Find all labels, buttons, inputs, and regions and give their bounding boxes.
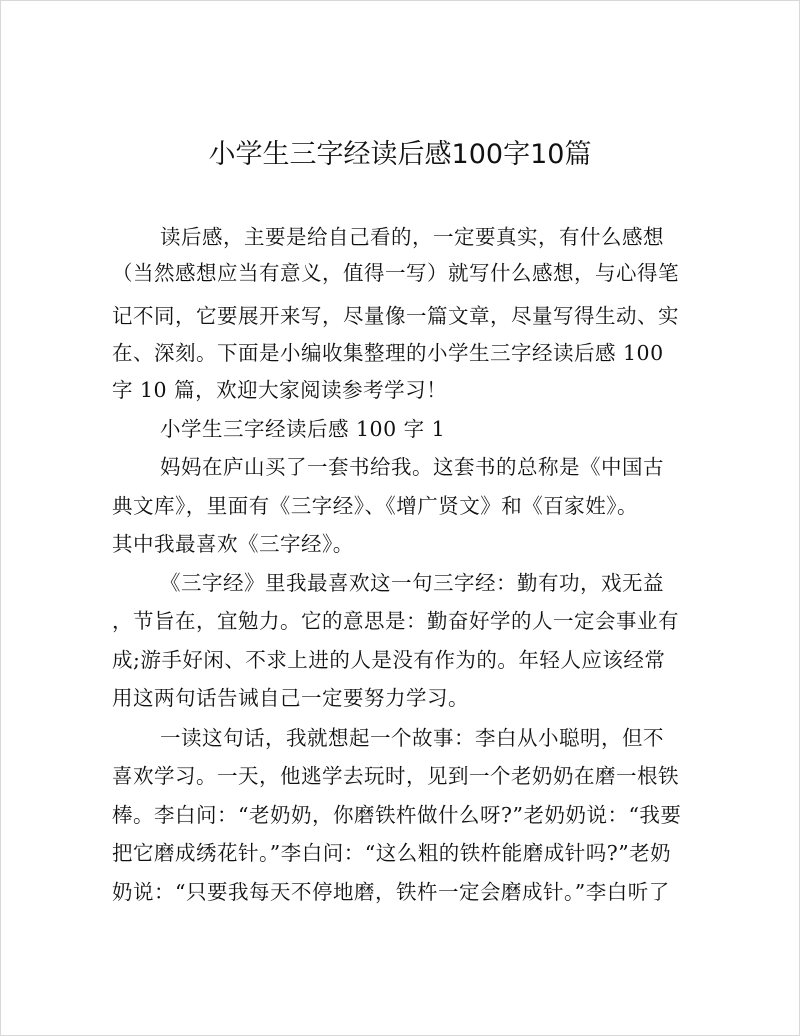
intro-line: （当然感想应当有意义，值得一写）就写什么感想，与心得笔 — [112, 261, 679, 285]
body-line: 典文库》，里面有《三字经》、《增广贤文》和《百家姓》。 — [112, 494, 638, 518]
intro-line: 记不同，它要展开来写，尽量像一篇文章，尽量写得生动、实 — [112, 304, 679, 328]
body-line: 把它磨成绣花针。”李白问：“这么粗的铁杵能磨成针吗?”老奶 — [112, 841, 672, 865]
body-line: 棒。李白问：“老奶奶，你磨铁杵做什么呀?”老奶奶说：“我要 — [112, 803, 682, 827]
body-line: 奶说：“只要我每天不停地磨，铁杵一定会磨成针。”李白听了 — [112, 880, 670, 904]
body-line: ，节旨在，宜勉力。它的意思是：勤奋好学的人一定会事业有 — [112, 609, 679, 633]
body-line: 成;游手好闲、不求上进的人是没有作为的。年轻人应该经常 — [112, 648, 666, 672]
body-line: 其中我最喜欢《三字经》。 — [112, 532, 354, 556]
body-line: 喜欢学习。一天，他逃学去玩时，见到一个老奶奶在磨一根铁 — [112, 764, 679, 788]
intro-line: 字 10 篇，欢迎大家阅读参考学习！ — [112, 378, 448, 402]
intro-line: 在、深刻。下面是小编收集整理的小学生三字经读后感 100 — [112, 341, 664, 365]
intro-line: 读后感，主要是给自己看的，一定要真实，有什么感想 — [160, 225, 664, 249]
body-line: 一读这句话，我就想起一个故事：李白从小聪明，但不 — [160, 726, 664, 750]
body-line: 《三字经》里我最喜欢这一句三字经：勤有功，戏无益 — [160, 571, 664, 595]
body-line: 妈妈在庐山买了一套书给我。这套书的总称是《中国古 — [160, 455, 664, 479]
document-title: 小学生三字经读后感100字10篇 — [208, 139, 592, 170]
body-line: 用这两句话告诫自己一定要努力学习。 — [112, 686, 469, 710]
section-heading: 小学生三字经读后感 100 字 1 — [160, 417, 446, 441]
